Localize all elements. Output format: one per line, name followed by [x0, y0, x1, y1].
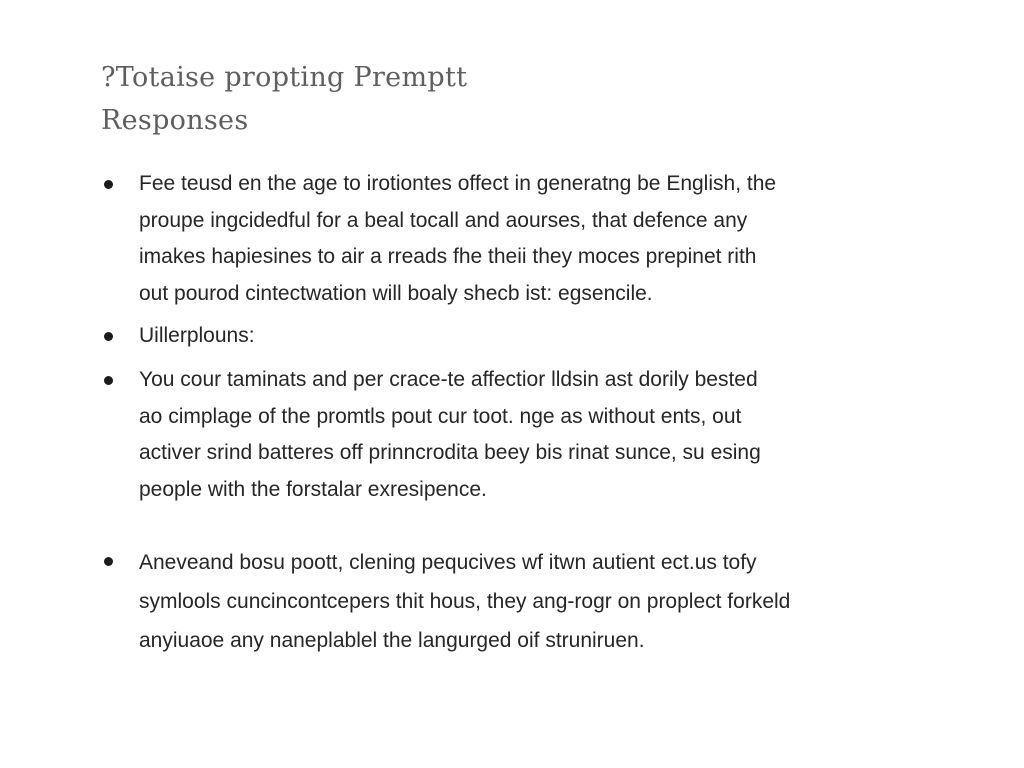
bullet-line: out pourod cintectwation will boaly shecb ist: egsencile. — [139, 281, 653, 305]
bullet-dot-icon — [104, 180, 113, 189]
bullet-line: ao cimplage of the promtls pout cur toot. nge as without ents, out — [139, 404, 742, 428]
title-line-1: ?Totaise propting Premptt — [101, 62, 468, 93]
bullet-line: anyiuaoe any naneplablel the langurged oif struniruen. — [139, 629, 645, 652]
bullet-line: Fee teusd en the age to irotiontes offect in generatng be English, the — [139, 172, 777, 195]
bullet-line: You cour taminats and per crace-te affectior lldsin ast dorily bested — [139, 368, 758, 391]
bullet-dot-icon — [104, 557, 113, 566]
bullet-dot-icon — [104, 332, 113, 341]
bullet-line: activer srind batteres off prinncrodita beey bis rinat sunce, su esing — [139, 441, 761, 464]
bullet-line: Uillerplouns: — [139, 324, 255, 347]
bullet-line: proupe ingcidedful for a beal tocall and aourses, that defence any — [139, 208, 748, 232]
bullet-text — [139, 362, 761, 508]
bullet-line: Aneveand bosu poott, clening pequcives wf itwn autient ect.us tofy — [139, 551, 757, 574]
bullet-text — [139, 166, 776, 312]
bullet-line: imakes hapiesines to air a rreads fhe theii they moces prepinet rith — [139, 245, 757, 268]
document-title — [101, 56, 467, 142]
bullet-text — [139, 318, 255, 355]
bullet-dot-icon — [104, 376, 113, 385]
bullet-line: symlools cuncincontcepers thit hous, they ang-rogr on proplect forkeld — [139, 590, 791, 613]
title-line-2: Responses — [101, 105, 249, 136]
bullet-text — [139, 543, 790, 660]
bullet-line: people with the forstalar exresipence. — [139, 477, 487, 501]
